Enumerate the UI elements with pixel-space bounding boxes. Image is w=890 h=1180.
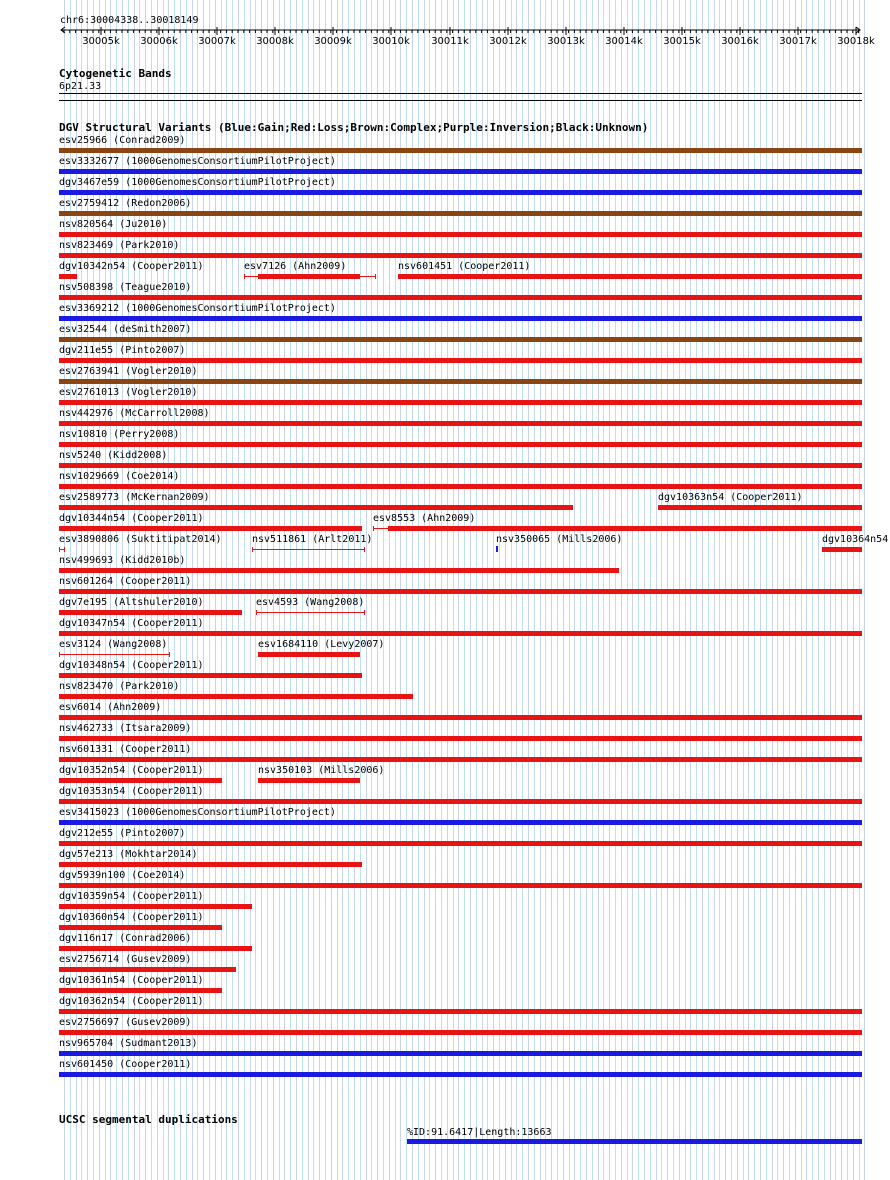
- variant-label[interactable]: esv32544 (deSmith2007): [59, 324, 192, 335]
- variant-label[interactable]: nsv350103 (Mills2006): [258, 765, 385, 776]
- variant-label[interactable]: nsv823469 (Park2010): [59, 240, 180, 251]
- variant-label[interactable]: esv3332677 (1000GenomesConsortiumPilotProject): [59, 156, 336, 167]
- variant-label[interactable]: esv2589773 (McKernan2009): [59, 492, 210, 503]
- variant-label[interactable]: dgv10352n54 (Cooper2011): [59, 765, 204, 776]
- ruler-tick-label: 30007k: [198, 36, 236, 47]
- variant-label[interactable]: dgv116n17 (Conrad2006): [59, 933, 192, 944]
- variant-feature[interactable]: [59, 253, 862, 258]
- variant-feature[interactable]: [59, 421, 862, 426]
- cytoband-label: 6p21.33: [59, 81, 102, 92]
- ruler-tick-label: 30018k: [837, 36, 875, 47]
- variant-feature[interactable]: [59, 883, 862, 888]
- variant-feature[interactable]: [256, 612, 365, 613]
- variant-label[interactable]: esv3415023 (1000GenomesConsortiumPilotProject): [59, 807, 336, 818]
- variant-feature[interactable]: [59, 358, 862, 363]
- variant-label[interactable]: esv6014 (Ahn2009): [59, 702, 162, 713]
- variant-feature[interactable]: [59, 1051, 862, 1056]
- variant-endcap[interactable]: [59, 652, 60, 657]
- variant-label[interactable]: dgv10347n54 (Cooper2011): [59, 618, 204, 629]
- variant-feature[interactable]: [59, 1030, 862, 1035]
- variant-endcap[interactable]: [364, 547, 365, 552]
- variant-feature[interactable]: [59, 799, 862, 804]
- variant-feature[interactable]: [59, 736, 862, 741]
- variant-label[interactable]: nsv820564 (Ju2010): [59, 219, 168, 230]
- variant-endcap[interactable]: [244, 274, 245, 279]
- variant-feature[interactable]: [258, 274, 360, 279]
- variant-feature[interactable]: [59, 463, 862, 468]
- variant-feature[interactable]: [59, 169, 862, 174]
- ruler-tick-label: 30014k: [605, 36, 643, 47]
- variant-feature[interactable]: [59, 589, 862, 594]
- variant-feature[interactable]: [59, 505, 573, 510]
- variant-endcap[interactable]: [364, 610, 365, 615]
- variant-feature[interactable]: [59, 400, 862, 405]
- variant-label[interactable]: nsv1029669 (Coe2014): [59, 471, 180, 482]
- variant-label[interactable]: esv3124 (Wang2008): [59, 639, 168, 650]
- variant-label[interactable]: nsv5240 (Kidd2008): [59, 450, 168, 461]
- variant-endcap[interactable]: [64, 547, 65, 552]
- ruler-tick-label: 30013k: [547, 36, 585, 47]
- variant-feature[interactable]: [59, 274, 77, 279]
- variant-feature[interactable]: [258, 652, 360, 657]
- variant-label[interactable]: dgv10364n54: [822, 534, 889, 545]
- variant-feature[interactable]: [252, 549, 365, 550]
- variant-endcap[interactable]: [373, 526, 374, 531]
- variant-feature[interactable]: [59, 148, 862, 153]
- variant-label[interactable]: nsv601264 (Cooper2011): [59, 576, 192, 587]
- variant-label[interactable]: esv1684110 (Levy2007): [258, 639, 385, 650]
- variant-feature[interactable]: [59, 654, 170, 655]
- variant-label[interactable]: nsv511861 (Arlt2011): [252, 534, 373, 545]
- variant-label[interactable]: dgv212e55 (Pinto2007): [59, 828, 186, 839]
- variant-feature[interactable]: [59, 379, 862, 384]
- variant-label[interactable]: esv4593 (Wang2008): [256, 597, 365, 608]
- variant-label[interactable]: dgv3467e59 (1000GenomesConsortiumPilotProject): [59, 177, 336, 188]
- variant-label[interactable]: nsv350065 (Mills2006): [496, 534, 623, 545]
- variant-feature[interactable]: [59, 694, 413, 699]
- variant-feature[interactable]: [59, 820, 862, 825]
- variant-label[interactable]: dgv57e213 (Mokhtar2014): [59, 849, 198, 860]
- variant-label[interactable]: esv7126 (Ahn2009): [244, 261, 347, 272]
- variant-label[interactable]: dgv10363n54 (Cooper2011): [658, 492, 803, 503]
- variant-feature[interactable]: [59, 211, 862, 216]
- variant-label[interactable]: nsv965704 (Sudmant2013): [59, 1038, 198, 1049]
- variant-label[interactable]: nsv10810 (Perry2008): [59, 429, 180, 440]
- variant-label[interactable]: nsv499693 (Kidd2010b): [59, 555, 186, 566]
- variant-label[interactable]: nsv823470 (Park2010): [59, 681, 180, 692]
- variant-label[interactable]: dgv211e55 (Pinto2007): [59, 345, 186, 356]
- variant-label[interactable]: dgv7e195 (Altshuler2010): [59, 597, 204, 608]
- variant-feature[interactable]: [398, 274, 862, 279]
- variant-label[interactable]: dgv10361n54 (Cooper2011): [59, 975, 204, 986]
- ruler-tick-label: 30008k: [256, 36, 294, 47]
- variant-feature[interactable]: [59, 232, 862, 237]
- variant-label[interactable]: dgv10362n54 (Cooper2011): [59, 996, 204, 1007]
- variant-feature[interactable]: [59, 862, 362, 867]
- variant-feature[interactable]: [258, 778, 360, 783]
- variant-feature[interactable]: [59, 190, 862, 195]
- variant-endcap[interactable]: [169, 652, 170, 657]
- variant-feature[interactable]: [59, 526, 362, 531]
- variant-feature[interactable]: [59, 778, 222, 783]
- variant-endcap[interactable]: [252, 547, 253, 552]
- variant-label[interactable]: dgv10359n54 (Cooper2011): [59, 891, 204, 902]
- cytoband-line-bottom: [59, 100, 862, 101]
- coordinate-ruler[interactable]: [0, 24, 890, 50]
- segdup-track-title: UCSC segmental duplications: [59, 1113, 238, 1126]
- ruler-tick-label: 30012k: [489, 36, 527, 47]
- variant-label[interactable]: esv25966 (Conrad2009): [59, 135, 186, 146]
- variant-label[interactable]: esv3369212 (1000GenomesConsortiumPilotProject): [59, 303, 336, 314]
- variant-label[interactable]: dgv10348n54 (Cooper2011): [59, 660, 204, 671]
- variant-label[interactable]: dgv10353n54 (Cooper2011): [59, 786, 204, 797]
- variant-label[interactable]: nsv601450 (Cooper2011): [59, 1059, 192, 1070]
- variant-feature[interactable]: [59, 631, 862, 636]
- variant-endcap[interactable]: [256, 610, 257, 615]
- ruler-tick-label: 30017k: [779, 36, 817, 47]
- variant-label[interactable]: nsv462733 (Itsara2009): [59, 723, 192, 734]
- variant-label[interactable]: dgv10344n54 (Cooper2011): [59, 513, 204, 524]
- variant-feature[interactable]: [59, 1072, 862, 1077]
- grid-line: [864, 0, 865, 1180]
- variant-feature[interactable]: [822, 547, 862, 552]
- variant-feature[interactable]: [59, 337, 862, 342]
- ruler-tick-label: 30006k: [140, 36, 178, 47]
- variant-feature[interactable]: [658, 505, 862, 510]
- variant-feature[interactable]: [59, 946, 252, 951]
- variant-label[interactable]: nsv442976 (McCarroll2008): [59, 408, 210, 419]
- variant-label[interactable]: esv2756697 (Gusev2009): [59, 1017, 192, 1028]
- variant-label[interactable]: dgv10342n54 (Cooper2011): [59, 261, 204, 272]
- variant-endcap[interactable]: [59, 547, 60, 552]
- ruler-tick-label: 30009k: [314, 36, 352, 47]
- variant-endcap[interactable]: [375, 274, 376, 279]
- variant-feature[interactable]: [59, 316, 862, 321]
- cytoband-line-top: [59, 93, 862, 94]
- variant-feature[interactable]: [59, 1009, 862, 1014]
- variant-label[interactable]: dgv5939n100 (Coe2014): [59, 870, 186, 881]
- ruler-tick-label: 30010k: [372, 36, 410, 47]
- variant-feature[interactable]: [59, 757, 862, 762]
- ruler-tick-label: 30005k: [82, 36, 120, 47]
- variant-feature[interactable]: [59, 925, 222, 930]
- variant-label[interactable]: esv2756714 (Gusev2009): [59, 954, 192, 965]
- ruler-tick-label: 30015k: [663, 36, 701, 47]
- variant-label[interactable]: nsv601331 (Cooper2011): [59, 744, 192, 755]
- variant-feature[interactable]: [59, 988, 222, 993]
- dgv-track-title: DGV Structural Variants (Blue:Gain;Red:Loss;Brown:Complex;Purple:Inversion;Black:Unknown): [59, 121, 649, 134]
- variant-label[interactable]: esv2763941 (Vogler2010): [59, 366, 198, 377]
- variant-feature[interactable]: [59, 715, 862, 720]
- variant-feature[interactable]: [59, 904, 252, 909]
- variant-feature[interactable]: [59, 841, 862, 846]
- segdup-feature[interactable]: [407, 1139, 862, 1144]
- variant-label[interactable]: nsv508398 (Teague2010): [59, 282, 192, 293]
- variant-feature[interactable]: [59, 967, 236, 972]
- variant-feature[interactable]: [59, 442, 862, 447]
- segdup-label[interactable]: %ID:91.6417|Length:13663: [407, 1127, 552, 1138]
- variant-feature[interactable]: [59, 484, 862, 489]
- ruler-tick-label: 30011k: [431, 36, 469, 47]
- variant-label[interactable]: esv3890806 (Suktitipat2014): [59, 534, 222, 545]
- variant-feature[interactable]: [59, 610, 242, 615]
- variant-label[interactable]: esv2761013 (Vogler2010): [59, 387, 198, 398]
- cytoband-track-title: Cytogenetic Bands: [59, 67, 172, 80]
- variant-label[interactable]: dgv10360n54 (Cooper2011): [59, 912, 204, 923]
- ruler-tick-label: 30016k: [721, 36, 759, 47]
- variant-feature[interactable]: [59, 673, 362, 678]
- variant-label[interactable]: esv8553 (Ahn2009): [373, 513, 476, 524]
- variant-feature[interactable]: [59, 295, 862, 300]
- variant-label[interactable]: nsv601451 (Cooper2011): [398, 261, 531, 272]
- variant-feature[interactable]: [59, 568, 619, 573]
- variant-feature[interactable]: [388, 526, 862, 531]
- position-label: chr6:30004338..30018149: [60, 15, 199, 26]
- variant-label[interactable]: esv2759412 (Redon2006): [59, 198, 192, 209]
- variant-feature[interactable]: [496, 546, 498, 552]
